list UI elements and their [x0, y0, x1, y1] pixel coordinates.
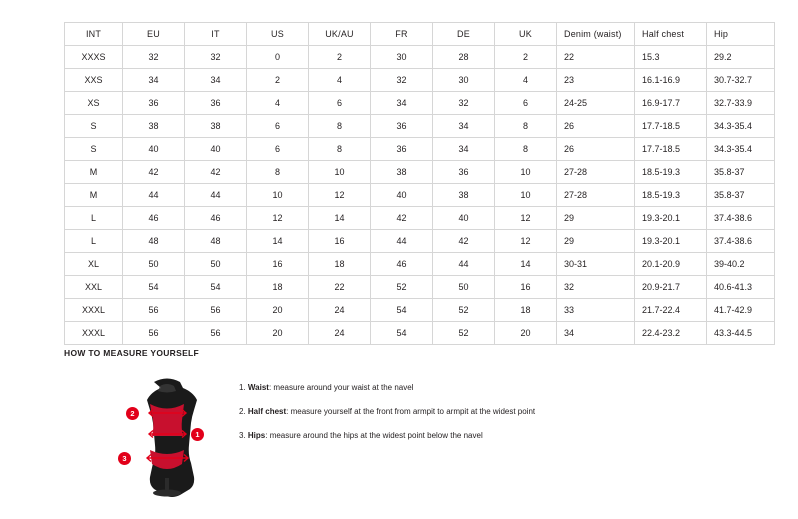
- column-header-us: US: [247, 23, 309, 46]
- size-value-cell: 27-28: [557, 161, 635, 184]
- measure-instruction-3: [239, 430, 719, 441]
- table-header-row: [65, 23, 775, 46]
- size-value-cell: 18: [495, 299, 557, 322]
- table-row: [65, 184, 775, 207]
- size-value-cell: 38: [123, 115, 185, 138]
- size-value-cell: 6: [247, 115, 309, 138]
- size-value-cell: 40: [185, 138, 247, 161]
- measure-instructions-list: [239, 382, 719, 454]
- table-row: [65, 276, 775, 299]
- size-value-cell: 20.1-20.9: [635, 253, 707, 276]
- size-value-cell: 32: [123, 46, 185, 69]
- size-value-cell: 50: [123, 253, 185, 276]
- size-value-cell: 46: [371, 253, 433, 276]
- size-value-cell: 4: [247, 92, 309, 115]
- size-chart-container: [64, 22, 753, 345]
- size-value-cell: 2: [309, 46, 371, 69]
- size-value-cell: 40.6-41.3: [707, 276, 775, 299]
- size-value-cell: 41.7-42.9: [707, 299, 775, 322]
- column-header-uk-au: UK/AU: [309, 23, 371, 46]
- size-value-cell: 14: [309, 207, 371, 230]
- size-value-cell: 38: [371, 161, 433, 184]
- size-value-cell: 2: [247, 69, 309, 92]
- size-value-cell: 54: [123, 276, 185, 299]
- size-label-cell: XXXL: [65, 322, 123, 345]
- size-label-cell: S: [65, 138, 123, 161]
- size-value-cell: 44: [185, 184, 247, 207]
- mannequin-figure: [102, 374, 232, 499]
- table-body: [65, 46, 775, 345]
- size-label-cell: S: [65, 115, 123, 138]
- size-value-cell: 34.3-35.4: [707, 138, 775, 161]
- size-value-cell: 36: [185, 92, 247, 115]
- size-value-cell: 54: [185, 276, 247, 299]
- size-value-cell: 56: [123, 299, 185, 322]
- size-value-cell: 32: [433, 92, 495, 115]
- size-value-cell: 27-28: [557, 184, 635, 207]
- size-value-cell: 36: [433, 161, 495, 184]
- size-value-cell: 26: [557, 138, 635, 161]
- size-value-cell: 20: [247, 299, 309, 322]
- size-value-cell: 34: [185, 69, 247, 92]
- table-row: [65, 92, 775, 115]
- size-value-cell: 54: [371, 322, 433, 345]
- instruction-text: : measure around your waist at the navel: [268, 383, 414, 392]
- measure-instruction-2: [239, 406, 719, 417]
- column-header-denim-waist: Denim (waist): [557, 23, 635, 46]
- size-value-cell: 16.1-16.9: [635, 69, 707, 92]
- size-label-cell: L: [65, 207, 123, 230]
- size-value-cell: 19.3-20.1: [635, 207, 707, 230]
- size-value-cell: 8: [247, 161, 309, 184]
- size-value-cell: 36: [371, 115, 433, 138]
- column-header-de: DE: [433, 23, 495, 46]
- size-value-cell: 38: [185, 115, 247, 138]
- size-value-cell: 4: [495, 69, 557, 92]
- size-value-cell: 28: [433, 46, 495, 69]
- size-value-cell: 18.5-19.3: [635, 184, 707, 207]
- size-value-cell: 6: [247, 138, 309, 161]
- size-value-cell: 24-25: [557, 92, 635, 115]
- column-header-hip: Hip: [707, 23, 775, 46]
- size-value-cell: 56: [123, 322, 185, 345]
- size-label-cell: XXL: [65, 276, 123, 299]
- size-value-cell: 52: [433, 299, 495, 322]
- size-value-cell: 29: [557, 207, 635, 230]
- table-row: [65, 299, 775, 322]
- size-value-cell: 40: [371, 184, 433, 207]
- size-value-cell: 42: [123, 161, 185, 184]
- size-value-cell: 35.8-37: [707, 161, 775, 184]
- size-label-cell: XXXL: [65, 299, 123, 322]
- size-value-cell: 10: [309, 161, 371, 184]
- size-value-cell: 6: [309, 92, 371, 115]
- instruction-number: 3.: [239, 431, 248, 440]
- size-chart-table: [64, 22, 775, 345]
- size-value-cell: 36: [123, 92, 185, 115]
- size-value-cell: 12: [247, 207, 309, 230]
- size-value-cell: 14: [495, 253, 557, 276]
- size-value-cell: 33: [557, 299, 635, 322]
- size-value-cell: 21.7-22.4: [635, 299, 707, 322]
- size-value-cell: 16: [247, 253, 309, 276]
- column-header-eu: EU: [123, 23, 185, 46]
- size-value-cell: 54: [371, 299, 433, 322]
- instruction-term: Half chest: [247, 407, 287, 416]
- size-label-cell: M: [65, 184, 123, 207]
- size-value-cell: 40: [433, 207, 495, 230]
- size-label-cell: XXS: [65, 69, 123, 92]
- table-row: [65, 46, 775, 69]
- table-row: [65, 253, 775, 276]
- size-value-cell: 20: [495, 322, 557, 345]
- size-value-cell: 20.9-21.7: [635, 276, 707, 299]
- size-value-cell: 50: [433, 276, 495, 299]
- size-value-cell: 24: [309, 299, 371, 322]
- size-value-cell: 22.4-23.2: [635, 322, 707, 345]
- size-value-cell: 6: [495, 92, 557, 115]
- size-value-cell: 23: [557, 69, 635, 92]
- how-to-measure-section: [64, 348, 734, 498]
- size-value-cell: 14: [247, 230, 309, 253]
- size-value-cell: 30-31: [557, 253, 635, 276]
- size-value-cell: 0: [247, 46, 309, 69]
- size-value-cell: 12: [495, 230, 557, 253]
- size-value-cell: 56: [185, 299, 247, 322]
- size-value-cell: 34: [371, 92, 433, 115]
- size-value-cell: 37.4-38.6: [707, 230, 775, 253]
- size-value-cell: 43.3-44.5: [707, 322, 775, 345]
- size-value-cell: 17.7-18.5: [635, 138, 707, 161]
- size-value-cell: 22: [557, 46, 635, 69]
- size-value-cell: 44: [433, 253, 495, 276]
- size-value-cell: 48: [123, 230, 185, 253]
- size-value-cell: 30: [371, 46, 433, 69]
- size-value-cell: 39-40.2: [707, 253, 775, 276]
- size-value-cell: 15.3: [635, 46, 707, 69]
- size-value-cell: 52: [371, 276, 433, 299]
- size-value-cell: 42: [185, 161, 247, 184]
- column-header-int: INT: [65, 23, 123, 46]
- size-value-cell: 12: [309, 184, 371, 207]
- size-value-cell: 8: [495, 115, 557, 138]
- size-value-cell: 4: [309, 69, 371, 92]
- instruction-text: : measure yourself at the front from armpit to armpit at the widest point: [286, 407, 536, 416]
- measure-marker-2: 2: [126, 407, 139, 420]
- size-value-cell: 52: [433, 322, 495, 345]
- size-value-cell: 8: [309, 138, 371, 161]
- size-value-cell: 29.2: [707, 46, 775, 69]
- size-label-cell: XXXS: [65, 46, 123, 69]
- table-row: [65, 138, 775, 161]
- size-value-cell: 12: [495, 207, 557, 230]
- size-value-cell: 38: [433, 184, 495, 207]
- measure-marker-1: 1: [191, 428, 204, 441]
- size-value-cell: 44: [123, 184, 185, 207]
- size-value-cell: 17.7-18.5: [635, 115, 707, 138]
- how-to-measure-title: HOW TO MEASURE YOURSELF: [64, 348, 200, 358]
- instruction-term: Waist: [247, 383, 269, 392]
- size-value-cell: 16: [309, 230, 371, 253]
- size-value-cell: 30: [433, 69, 495, 92]
- size-value-cell: 16.9-17.7: [635, 92, 707, 115]
- size-value-cell: 8: [495, 138, 557, 161]
- how-to-measure-body: [64, 368, 734, 498]
- table-row: [65, 115, 775, 138]
- measure-marker-3: 3: [118, 452, 131, 465]
- size-value-cell: 10: [247, 184, 309, 207]
- size-value-cell: 34.3-35.4: [707, 115, 775, 138]
- size-label-cell: XL: [65, 253, 123, 276]
- size-value-cell: 34: [123, 69, 185, 92]
- size-value-cell: 34: [433, 138, 495, 161]
- instruction-number: 1.: [239, 383, 248, 392]
- size-value-cell: 19.3-20.1: [635, 230, 707, 253]
- size-value-cell: 56: [185, 322, 247, 345]
- size-value-cell: 26: [557, 115, 635, 138]
- size-value-cell: 18: [309, 253, 371, 276]
- size-value-cell: 24: [309, 322, 371, 345]
- size-value-cell: 16: [495, 276, 557, 299]
- size-value-cell: 46: [185, 207, 247, 230]
- size-value-cell: 32: [371, 69, 433, 92]
- size-value-cell: 37.4-38.6: [707, 207, 775, 230]
- size-value-cell: 32.7-33.9: [707, 92, 775, 115]
- size-value-cell: 29: [557, 230, 635, 253]
- column-header-half-chest: Half chest: [635, 23, 707, 46]
- size-value-cell: 40: [123, 138, 185, 161]
- size-value-cell: 50: [185, 253, 247, 276]
- size-label-cell: XS: [65, 92, 123, 115]
- size-value-cell: 10: [495, 161, 557, 184]
- size-value-cell: 30.7-32.7: [707, 69, 775, 92]
- size-value-cell: 36: [371, 138, 433, 161]
- table-row: [65, 207, 775, 230]
- column-header-fr: FR: [371, 23, 433, 46]
- size-value-cell: 46: [123, 207, 185, 230]
- size-label-cell: L: [65, 230, 123, 253]
- measure-instruction-1: [239, 382, 719, 393]
- table-row: [65, 69, 775, 92]
- column-header-it: IT: [185, 23, 247, 46]
- size-value-cell: 42: [433, 230, 495, 253]
- size-value-cell: 10: [495, 184, 557, 207]
- table-row: [65, 161, 775, 184]
- size-value-cell: 34: [433, 115, 495, 138]
- mannequin-illustration: [102, 374, 232, 499]
- size-value-cell: 42: [371, 207, 433, 230]
- instruction-number: 2.: [239, 407, 248, 416]
- size-value-cell: 48: [185, 230, 247, 253]
- table-row: [65, 230, 775, 253]
- instruction-text: : measure around the hips at the widest point below the navel: [265, 431, 483, 440]
- instruction-term: Hips: [247, 431, 266, 440]
- size-value-cell: 44: [371, 230, 433, 253]
- size-value-cell: 32: [557, 276, 635, 299]
- table-row: [65, 322, 775, 345]
- size-value-cell: 35.8-37: [707, 184, 775, 207]
- column-header-uk: UK: [495, 23, 557, 46]
- size-value-cell: 8: [309, 115, 371, 138]
- size-value-cell: 20: [247, 322, 309, 345]
- size-value-cell: 32: [185, 46, 247, 69]
- size-label-cell: M: [65, 161, 123, 184]
- size-value-cell: 18: [247, 276, 309, 299]
- size-value-cell: 18.5-19.3: [635, 161, 707, 184]
- size-value-cell: 22: [309, 276, 371, 299]
- size-value-cell: 34: [557, 322, 635, 345]
- size-value-cell: 2: [495, 46, 557, 69]
